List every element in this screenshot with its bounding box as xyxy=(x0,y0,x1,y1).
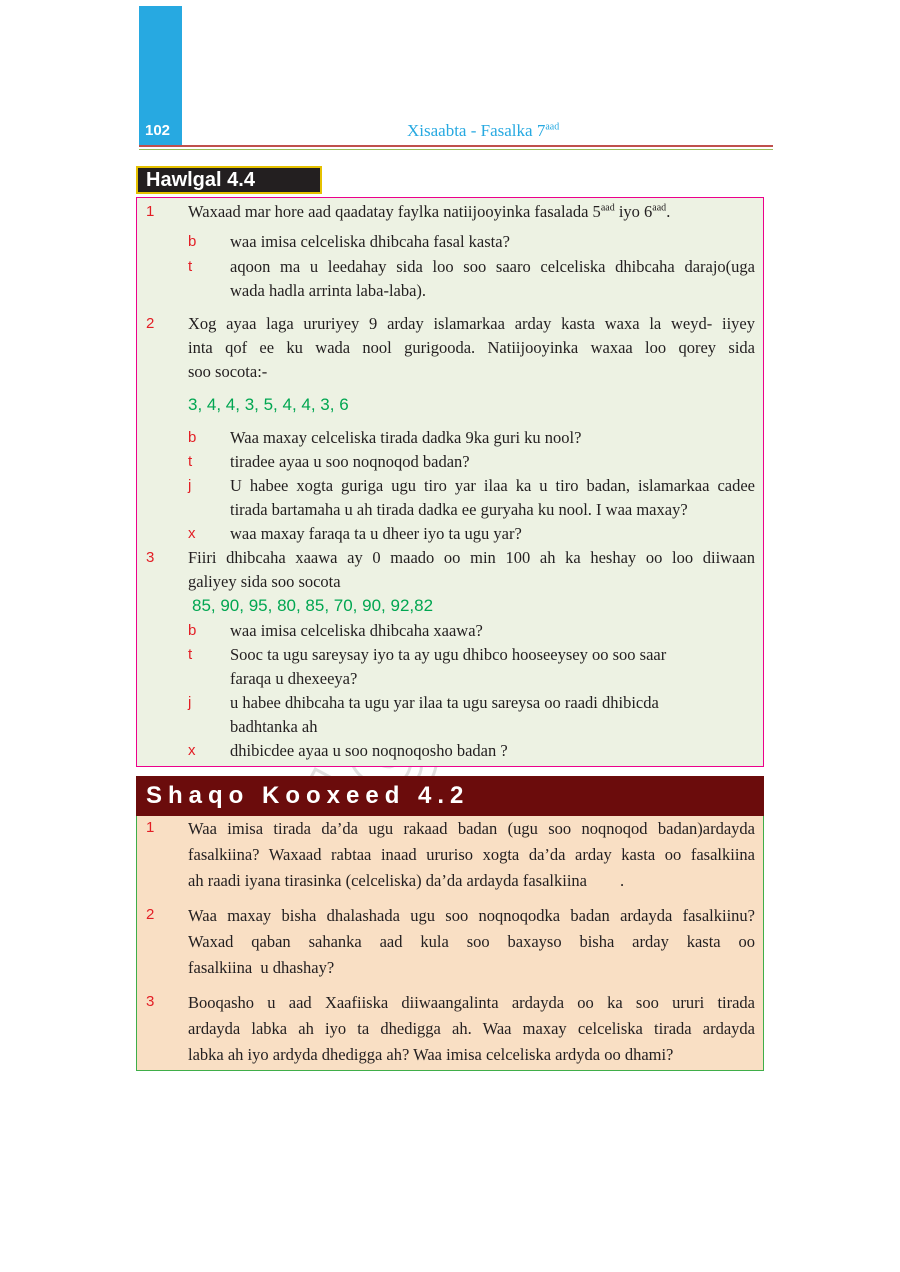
question-2-line: soo socota:- xyxy=(188,362,268,381)
sub-question: waa imisa celceliska dhibcaha xaawa? xyxy=(230,621,483,640)
group-item-line: ardayda labka ah iyo ta dhedigga ah. Waa maxay celceliska tirada ardayda xyxy=(188,1019,755,1038)
group-item-number: 1 xyxy=(146,819,155,836)
sub-question: waa maxay faraqa ta u dheer iyo ta ugu yar? xyxy=(230,524,522,543)
sub-label: b xyxy=(188,233,197,250)
question-1-text xyxy=(188,200,670,224)
q1-text-a: Waxaad mar hore aad qaadatay faylka natiijooyinka fasalada 5 xyxy=(188,202,601,221)
group-item-line: fasalkiina u dhashay? xyxy=(188,958,335,977)
sub-label: x xyxy=(188,742,196,759)
group-item-line: fasalkiina? Waxaad rabtaa inaad ururiso xogta da’da arday kasta oo fasalkiina xyxy=(188,845,755,864)
group-item-line: Booqasho u aad Xaafiiska diiwaangalinta ardayda oo ka soo ururi tirada xyxy=(188,993,755,1012)
data-set: 85, 90, 95, 80, 85, 70, 90, 92,82 xyxy=(192,596,434,615)
sub-question: dhibicdee ayaa u soo noqnoqosho badan ? xyxy=(230,741,508,760)
sub-label: b xyxy=(188,429,197,446)
sub-label: t xyxy=(188,646,193,663)
sub-question: Sooc ta ugu sareysay iyo ta ay ugu dhibco hooseeysey oo soo saar xyxy=(230,645,667,664)
header-rule-red xyxy=(139,145,773,147)
group-item-line: Waxad qaban sahanka aad kula soo baxayso bisha arday kasta oo xyxy=(188,932,755,951)
sub-question: Waa maxay celceliska tirada dadka 9ka guri ku nool? xyxy=(230,428,582,447)
page-number: 102 xyxy=(145,122,171,139)
sub-question: waa imisa celceliska dhibcaha fasal kasta? xyxy=(230,232,510,251)
header-rule-green xyxy=(139,149,773,150)
sub-question: U habee xogta guriga ugu tiro yar ilaa ka u tiro badan, islamarkaa cadee xyxy=(230,476,755,495)
data-set: 3, 4, 4, 3, 5, 4, 4, 3, 6 xyxy=(188,395,349,414)
sub-label: j xyxy=(188,477,192,494)
sub-question-cont: tirada bartamaha u ah tirada dadka ee guryaha ku nool. I waa maxay? xyxy=(230,500,688,519)
q1-text-c: . xyxy=(666,202,671,221)
sub-question: u habee dhibcaha ta ugu yar ilaa ta ugu sareysa oo raadi dhibicda xyxy=(230,693,659,712)
group-item-number: 2 xyxy=(146,906,155,923)
sub-question-cont: faraqa u dhexeeya? xyxy=(230,669,358,688)
question-number: 1 xyxy=(146,203,155,220)
question-3-line: Fiiri dhibcaha xaawa ay 0 maado oo min 100 ah ka heshay oo loo diiwaan xyxy=(188,548,755,567)
sub-label: t xyxy=(188,258,193,275)
sub-question: aqoon ma u leedahay sida loo soo saaro celceliska dhibcaha darajo(uga xyxy=(230,257,755,276)
question-number: 2 xyxy=(146,315,155,332)
group-item-line: Waa maxay bisha dhalashada ugu soo noqnoqodka badan ardayda fasalkiinu? xyxy=(188,906,755,925)
group-item-number: 3 xyxy=(146,993,155,1010)
sub-label: b xyxy=(188,622,197,639)
sub-label: x xyxy=(188,525,196,542)
sub-question-cont: wada hadla arrinta laba-laba). xyxy=(230,281,427,300)
header-title-text: Xisaabta - Fasalka 7 xyxy=(407,121,546,140)
question-3-line: galiyey sida soo socota xyxy=(188,572,341,591)
sub-question-cont: badhtanka ah xyxy=(230,717,318,736)
question-2-line: Xog ayaa laga ururiyey 9 arday islamarkaa arday kasta waxa la weyd- iiyey xyxy=(188,314,755,333)
header-title-sup: aad xyxy=(545,121,560,133)
sub-question: tiradee ayaa u soo noqnoqod badan? xyxy=(230,452,470,471)
group-item-line: labka ah iyo ardyda dhedigga ah? Waa imisa celceliska ardyda oo dhami? xyxy=(188,1045,674,1064)
sub-label: j xyxy=(188,694,192,711)
question-2-line: inta qof ee ku wada nool gurigooda. Natiijooyinka waxaa loo qorey sida xyxy=(188,338,755,357)
q1-text-b: iyo 6 xyxy=(614,202,653,221)
activity-title: Hawlgal 4.4 xyxy=(136,166,322,194)
running-header xyxy=(407,121,559,141)
question-number: 3 xyxy=(146,549,155,566)
sub-label: t xyxy=(188,453,193,470)
q1-sup-b: aad xyxy=(652,202,667,214)
group-work-title: Shaqo Kooxeed 4.2 xyxy=(136,776,764,816)
group-item-line: Waa imisa tirada da’da ugu rakaad badan (ugu soo noqnoqod badan)ardayda xyxy=(188,819,755,838)
group-item-line: ah raadi iyana tirasinka (celceliska) da’da ardayda fasalkiina . xyxy=(188,871,625,890)
q1-sup-a: aad xyxy=(600,202,615,214)
